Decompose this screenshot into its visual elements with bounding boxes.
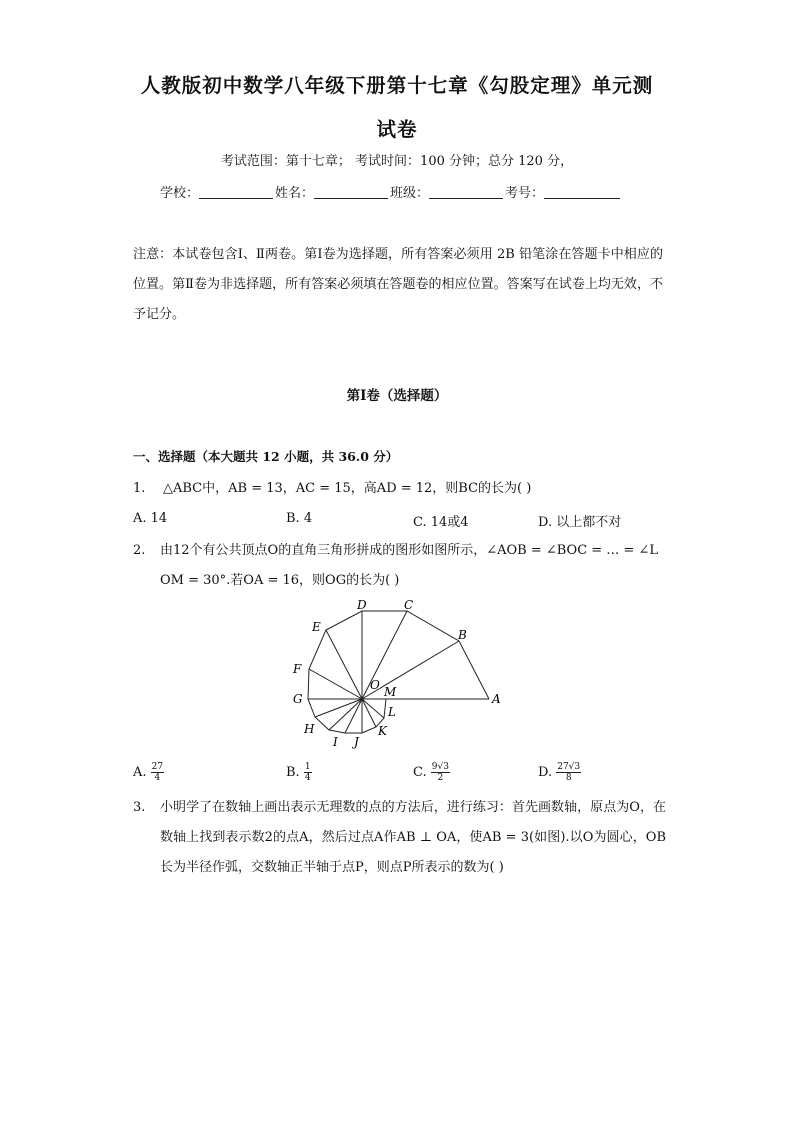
question-1-text: △ABC中，AB = 13，AC = 15，高AD = 12，则BC的长为( ): [163, 481, 532, 496]
label-k: K: [378, 724, 387, 738]
option-fraction: $\frac{1}{4}$: [304, 762, 311, 783]
option-fraction: $\frac{27}{4}$: [151, 762, 164, 783]
name-blank[interactable]: [314, 184, 388, 199]
class-label: 班级：: [390, 186, 430, 201]
exam-title-line2: 试卷: [376, 118, 418, 141]
question-2-option-d[interactable]: [538, 762, 581, 783]
question-1-number: 1.: [133, 481, 146, 496]
question-1-option-b[interactable]: B. 4: [286, 511, 313, 526]
question-1-option-a[interactable]: A. 14: [133, 511, 168, 526]
label-o: O: [370, 678, 380, 692]
part-title: 一、选择题（本大题共 12 小题，共 36.0 分）: [133, 449, 399, 464]
label-l: L: [388, 705, 396, 719]
label-m: M: [384, 685, 397, 699]
question-1-option-d[interactable]: D. 以上都不对: [538, 515, 622, 530]
label-c: C: [404, 598, 414, 612]
question-1-option-c[interactable]: C. 14或4: [413, 515, 469, 530]
label-i: I: [333, 735, 338, 749]
question-2-option-b[interactable]: [286, 762, 312, 783]
number-label: 考号：: [505, 186, 545, 201]
question-3-number: 3.: [133, 800, 146, 815]
student-fields: [160, 182, 622, 201]
label-b: B: [458, 628, 467, 642]
label-f: F: [293, 662, 302, 676]
label-e: E: [312, 620, 321, 634]
name-label: 姓名：: [275, 186, 315, 201]
spiral-triangles-figure: [290, 595, 510, 751]
label-g: G: [293, 692, 303, 706]
question-2-text-line1: 由12个有公共顶点O的直角三角形拼成的图形如图所示，∠AOB = ∠BOC = … = ∠L: [160, 543, 658, 558]
label-a: A: [492, 692, 501, 706]
question-2-option-c[interactable]: [413, 762, 450, 783]
label-j: J: [354, 735, 359, 749]
question-2-number: 2.: [133, 543, 146, 558]
section-title: 第Ⅰ卷（选择题）: [346, 388, 448, 404]
exam-title-line1: 人教版初中数学八年级下册第十七章《勾股定理》单元测: [140, 74, 654, 97]
exam-notice: 注意：本试卷包含Ⅰ、Ⅱ两卷。第Ⅰ卷为选择题，所有答案必须用 2B 铅笔涂在答题卡中相应的位置。第Ⅱ卷为非选择题，所有答案必须填在答题卷的相应位置。答案写在试卷上均无效，不予记分。: [133, 247, 663, 322]
label-h: H: [304, 722, 315, 736]
number-blank[interactable]: [544, 184, 620, 199]
question-2-option-a[interactable]: [133, 762, 164, 783]
option-letter: C.: [413, 765, 427, 780]
option-fraction: $\frac{9√3}{2}$: [431, 762, 449, 783]
class-blank[interactable]: [429, 184, 503, 199]
option-letter: A.: [133, 765, 147, 780]
exam-info: 考试范围：第十七章； 考试时间：100 分钟；总分 120 分，: [220, 154, 574, 169]
question-2-text-line2: OM = 30°.若OA = 16，则OG的长为( ): [160, 573, 400, 588]
option-fraction: $\frac{27√3}{8}$: [557, 762, 581, 783]
label-d: D: [357, 598, 367, 612]
option-letter: B.: [286, 765, 300, 780]
school-label: 学校：: [160, 186, 200, 201]
school-blank[interactable]: [199, 184, 273, 199]
question-3-text: 小明学了在数轴上画出表示无理数的点的方法后，进行练习：首先画数轴，原点为O，在数轴上找到表示数2的点A，然后过点A作AB ⊥ OA，使AB = 3(如图).以O为圆心，OB长为半径作弧，交数轴正半轴于点P，则点P所表示的数为( ): [160, 800, 666, 875]
option-letter: D.: [538, 765, 553, 780]
